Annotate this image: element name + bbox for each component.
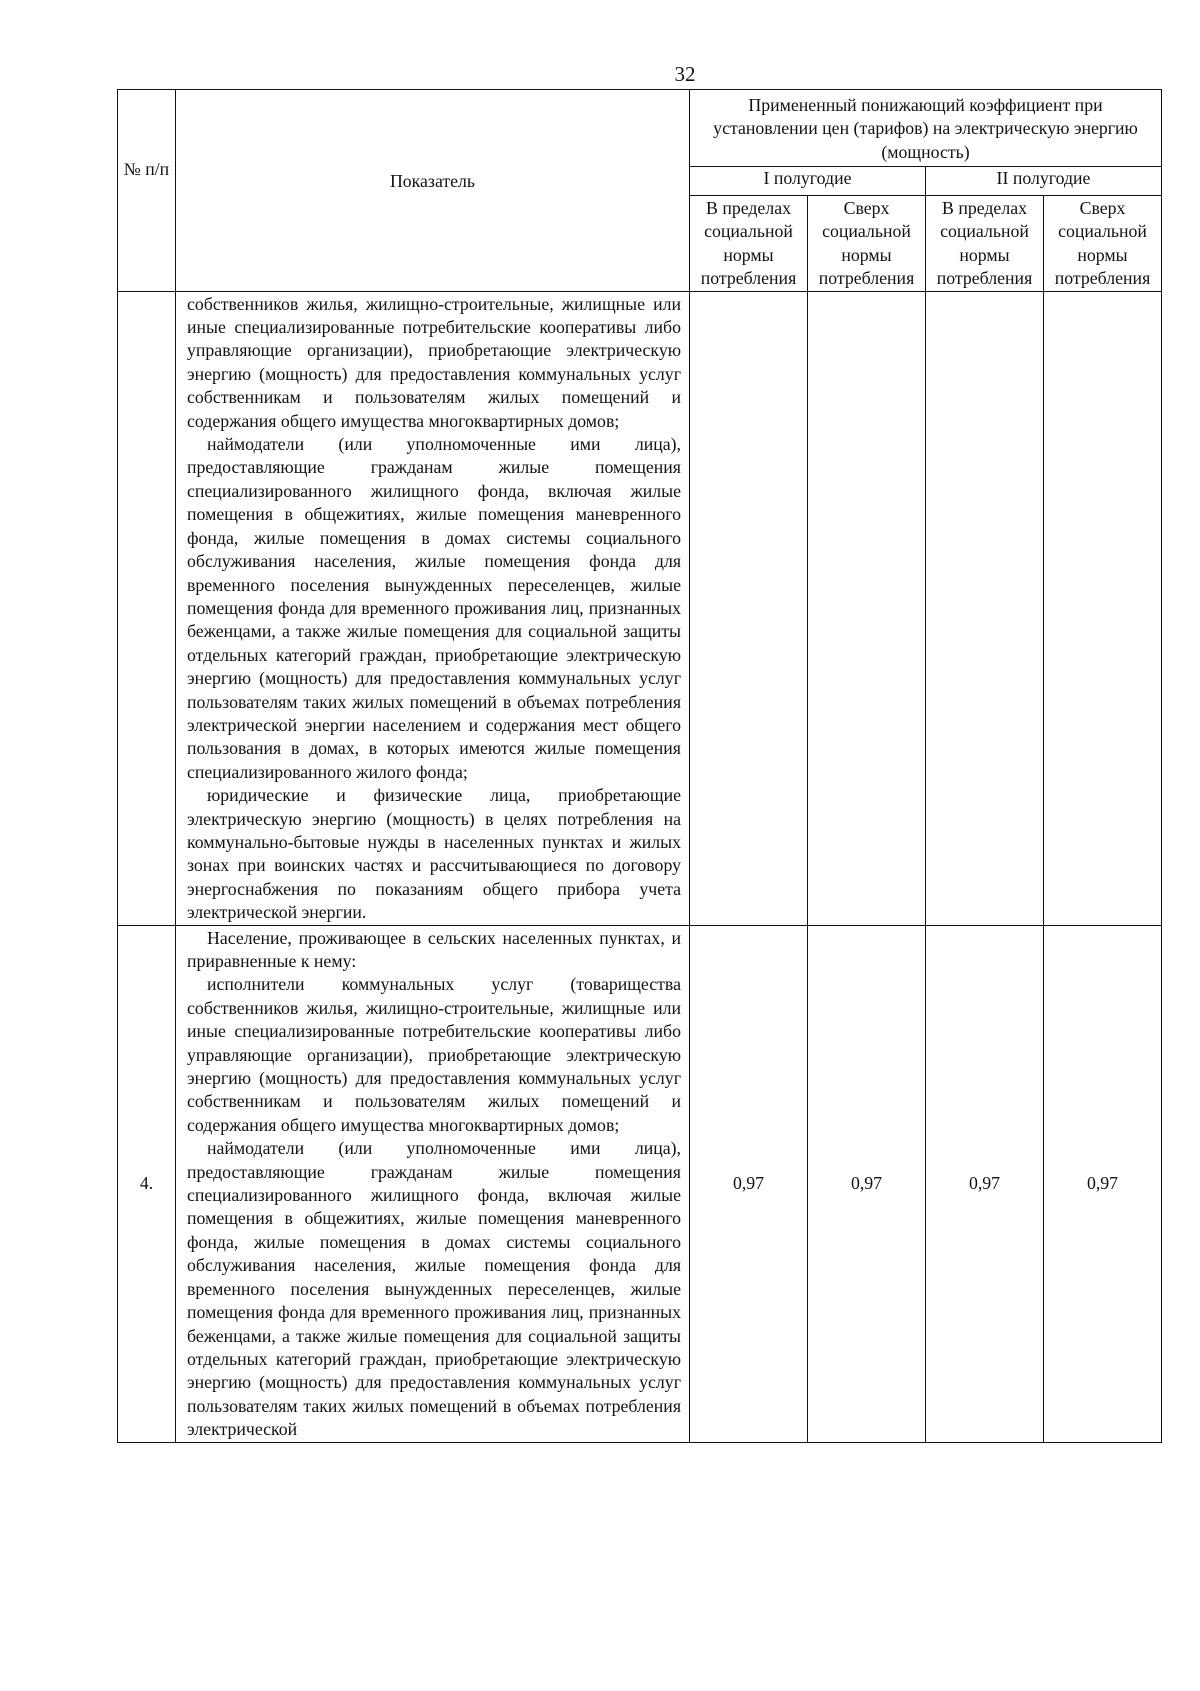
header-sub-2: Сверх социальной нормы потребления — [808, 196, 926, 292]
header-sub-4: Сверх социальной нормы потребления — [1044, 196, 1162, 292]
indicator-paragraph: собственников жилья, жилищно-строительные, жилищные или иные специализированные потребительские кооперативы либо управляющие организации), приобретающие электрическую энергию (мощность) для предоставления коммунальных услуг собственникам и пользователям жилых помещений и содержания общего имущества многоквартирных домов; — [187, 293, 681, 431]
header-number: № п/п — [118, 90, 176, 292]
indicator-paragraph: Население, проживающее в сельских населенных пунктах, и приравненные к нему: — [187, 927, 681, 971]
indicator-paragraph: юридические и физические лица, приобретающие электрическую энергию (мощность) в целях потребления на коммунально-бытовые нужды в населенных пунктах и жилых зонах при воинских частях и рассчитывающиеся по договору энергоснабжения по показаниям общего прибора учета электрической энергии. — [187, 785, 681, 923]
page-number: 32 — [674, 62, 696, 86]
indicator-text — [176, 925, 690, 1442]
value-cell — [1044, 291, 1162, 925]
header-row-1 — [118, 90, 1162, 167]
table-row-4 — [118, 925, 1162, 1442]
indicator-paragraph: наймодатели (или уполномоченные ими лица), предоставляющие гражданам жилые помещения специализированного жилищного фонда, включая жилые помещения в общежитиях, жилые помещения маневренного фонда, жилые помещения в домах системы социального обслуживания населения, жилые помещения фонда для временного поселения вынужденных переселенцев, жилые помещения фонда для временного проживания лиц, признанных беженцами, а также жилые помещения для социальной защиты отдельных категорий граждан, приобретающие электрическую энергию (мощность) для предоставления коммунальных услуг пользователям таких жилых помещений в объемах потребления электрической энергии населением и содержания мест общего пользования в домах, в которых имеются жилые помещения специализированного жилого фонда; — [187, 434, 681, 782]
header-sub-1: В пределах социальной нормы потребления — [690, 196, 808, 292]
table-row-continuation — [118, 291, 1162, 925]
row-number: 4. — [118, 925, 176, 1442]
header-sub-3: В пределах социальной нормы потребления — [926, 196, 1044, 292]
header-half-1: I полугодие — [690, 167, 926, 196]
row-number — [118, 291, 176, 925]
value-half2-within-norm: 0,97 — [926, 925, 1044, 1442]
value-half2-above-norm: 0,97 — [1044, 925, 1162, 1442]
value-half1-above-norm: 0,97 — [808, 925, 926, 1442]
tariff-coefficient-table — [117, 89, 1162, 1443]
indicator-text — [176, 291, 690, 925]
header-coefficient: Примененный понижающий коэффициент при установлении цен (тарифов) на электрическую энергию (мощность) — [690, 90, 1162, 167]
value-half1-within-norm: 0,97 — [690, 925, 808, 1442]
value-cell — [690, 291, 808, 925]
indicator-paragraph: наймодатели (или уполномоченные ими лица), предоставляющие гражданам жилые помещения специализированного жилищного фонда, включая жилые помещения в общежитиях, жилые помещения маневренного фонда, жилые помещения в домах системы социального обслуживания населения, жилые помещения фонда для временного поселения вынужденных переселенцев, жилые помещения фонда для временного проживания лиц, признанных беженцами, а также жилые помещения для социальной защиты отдельных категорий граждан, приобретающие электрическую энергию (мощность) для предоставления коммунальных услуг пользователям таких жилых помещений в объемах потребления электрической — [187, 1138, 681, 1440]
header-indicator: Показатель — [176, 90, 690, 292]
value-cell — [808, 291, 926, 925]
value-cell — [926, 291, 1044, 925]
indicator-paragraph: исполнители коммунальных услуг (товарищества собственников жилья, жилищно-строительные, жилищные или иные специализированные потребительские кооперативы либо управляющие организации), приобретающие электрическую энергию (мощность) для предоставления коммунальных услуг собственникам и пользователям жилых помещений и содержания общего имущества многоквартирных домов; — [187, 974, 681, 1135]
header-half-2: II полугодие — [926, 167, 1162, 196]
